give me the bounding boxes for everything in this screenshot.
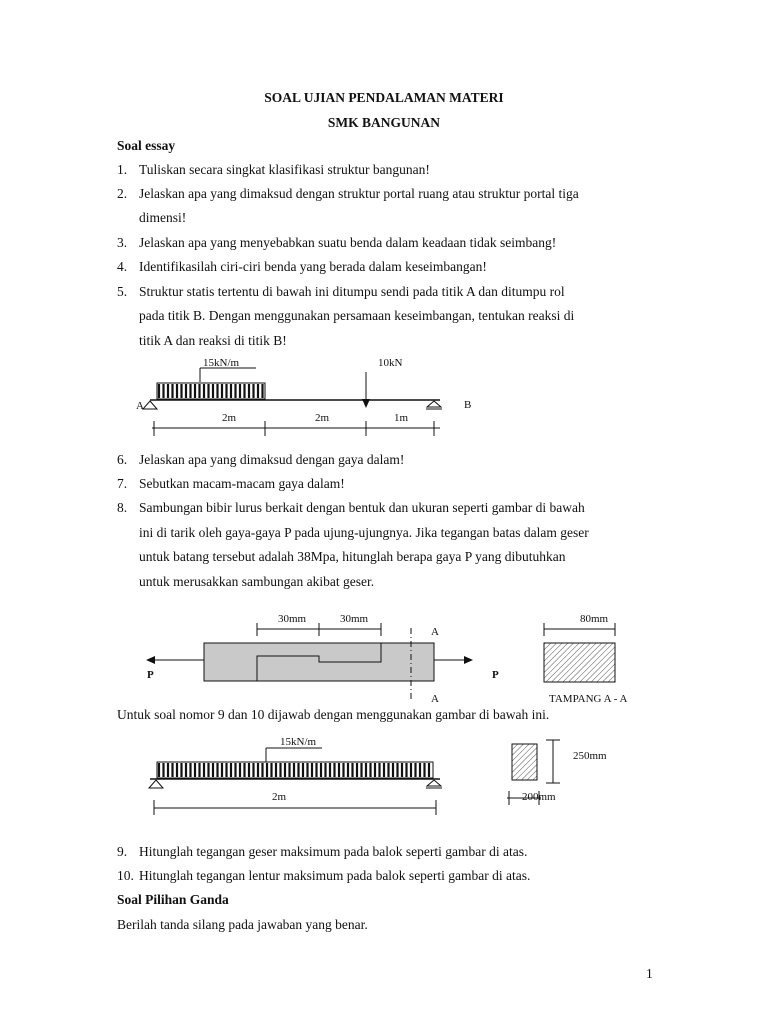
q1-text: Tuliskan secara singkat klasifikasi struktur bangunan!: [139, 162, 430, 177]
q5-number: 5.: [117, 284, 128, 299]
fig2-section-a-bottom: A: [431, 693, 439, 705]
fig2-dim-1: 30mm: [278, 613, 307, 625]
fig1-dim-1: 2m: [222, 412, 237, 424]
fig1-label-b: B: [464, 399, 472, 411]
fig1-point-load-label: 10kN: [378, 357, 403, 369]
fig3-span-label: 2m: [272, 791, 287, 803]
q2-text-line2: dimensi!: [139, 210, 187, 225]
fig2-dim-2: 30mm: [340, 613, 369, 625]
note-text: Untuk soal nomor 9 dan 10 dijawab dengan menggunakan gambar di bawah ini.: [117, 707, 550, 722]
q7-text: Sebutkan macam-macam gaya dalam!: [139, 476, 345, 491]
q2-text-line1: Jelaskan apa yang dimaksud dengan struktur portal ruang atau struktur portal tiga: [139, 186, 579, 201]
q9-number: 9.: [117, 844, 128, 859]
mc-instruction: Berilah tanda silang pada jawaban yang benar.: [117, 917, 368, 932]
q8-text-line2: ini di tarik oleh gaya-gaya P pada ujung-ujungnya. Jika tegangan batas dalam geser: [139, 525, 589, 540]
page-number: 1: [646, 966, 653, 981]
q8-text-line1: Sambungan bibir lurus berkait dengan bentuk dan ukuran seperti gambar di bawah: [139, 500, 585, 515]
essay-heading: Soal essay: [117, 138, 176, 153]
fig2-section-title: TAMPANG A - A: [549, 693, 628, 705]
q6-number: 6.: [117, 452, 128, 467]
q4-text: Identifikasilah ciri-ciri benda yang berada dalam keseimbangan!: [139, 259, 487, 274]
fig3-pin-support-icon: [149, 780, 163, 788]
q5-text-line1: Struktur statis tertentu di bawah ini ditumpu sendi pada titik A dan ditumpu rol: [139, 284, 565, 299]
q5-text-line3: titik A dan reaksi di titik B!: [139, 333, 287, 348]
q3-text: Jelaskan apa yang menyebabkan suatu benda dalam keadaan tidak seimbang!: [139, 235, 557, 250]
fig3-width-label: 200mm: [522, 791, 556, 803]
q2-number: 2.: [117, 186, 128, 201]
q5-text-line2: pada titik B. Dengan menggunakan persamaan keseimbangan, tentukan reaksi di: [139, 308, 575, 323]
page-title: SOAL UJIAN PENDALAMAN MATERI: [264, 90, 504, 105]
fig3-height-label: 250mm: [573, 750, 607, 762]
fig2-width-label: 80mm: [580, 613, 609, 625]
q10-text: Hitunglah tegangan lentur maksimum pada balok seperti gambar di atas.: [139, 868, 531, 883]
q8-number: 8.: [117, 500, 128, 515]
fig3-cross-section: [512, 744, 537, 780]
q8-text-line3: untuk batang tersebut adalah 38Mpa, hitunglah berapa gaya P yang dibutuhkan: [139, 549, 566, 564]
mc-heading: Soal Pilihan Ganda: [117, 892, 229, 907]
q10-number: 10.: [117, 868, 134, 883]
fig1-dim-2: 2m: [315, 412, 330, 424]
q4-number: 4.: [117, 259, 128, 274]
fig3-roller-support-icon: [427, 780, 441, 786]
q3-number: 3.: [117, 235, 128, 250]
q1-number: 1.: [117, 162, 128, 177]
fig1-load-label: 15kN/m: [203, 357, 240, 369]
q9-text: Hitunglah tegangan geser maksimum pada balok seperti gambar di atas.: [139, 844, 528, 859]
q8-text-line4: untuk merusakkan sambungan akibat geser.: [139, 574, 375, 589]
fig1-label-a: A: [136, 400, 144, 412]
page-subtitle: SMK BANGUNAN: [327, 115, 441, 130]
fig2-section-a-top: A: [431, 626, 439, 638]
q7-number: 7.: [117, 476, 128, 491]
fig2-p-right: P: [492, 669, 499, 681]
q6-text: Jelaskan apa yang dimaksud dengan gaya dalam!: [139, 452, 405, 467]
fig1-dim-3: 1m: [394, 412, 409, 424]
fig2-p-left: P: [147, 669, 154, 681]
fig3-load-label: 15kN/m: [280, 736, 317, 748]
